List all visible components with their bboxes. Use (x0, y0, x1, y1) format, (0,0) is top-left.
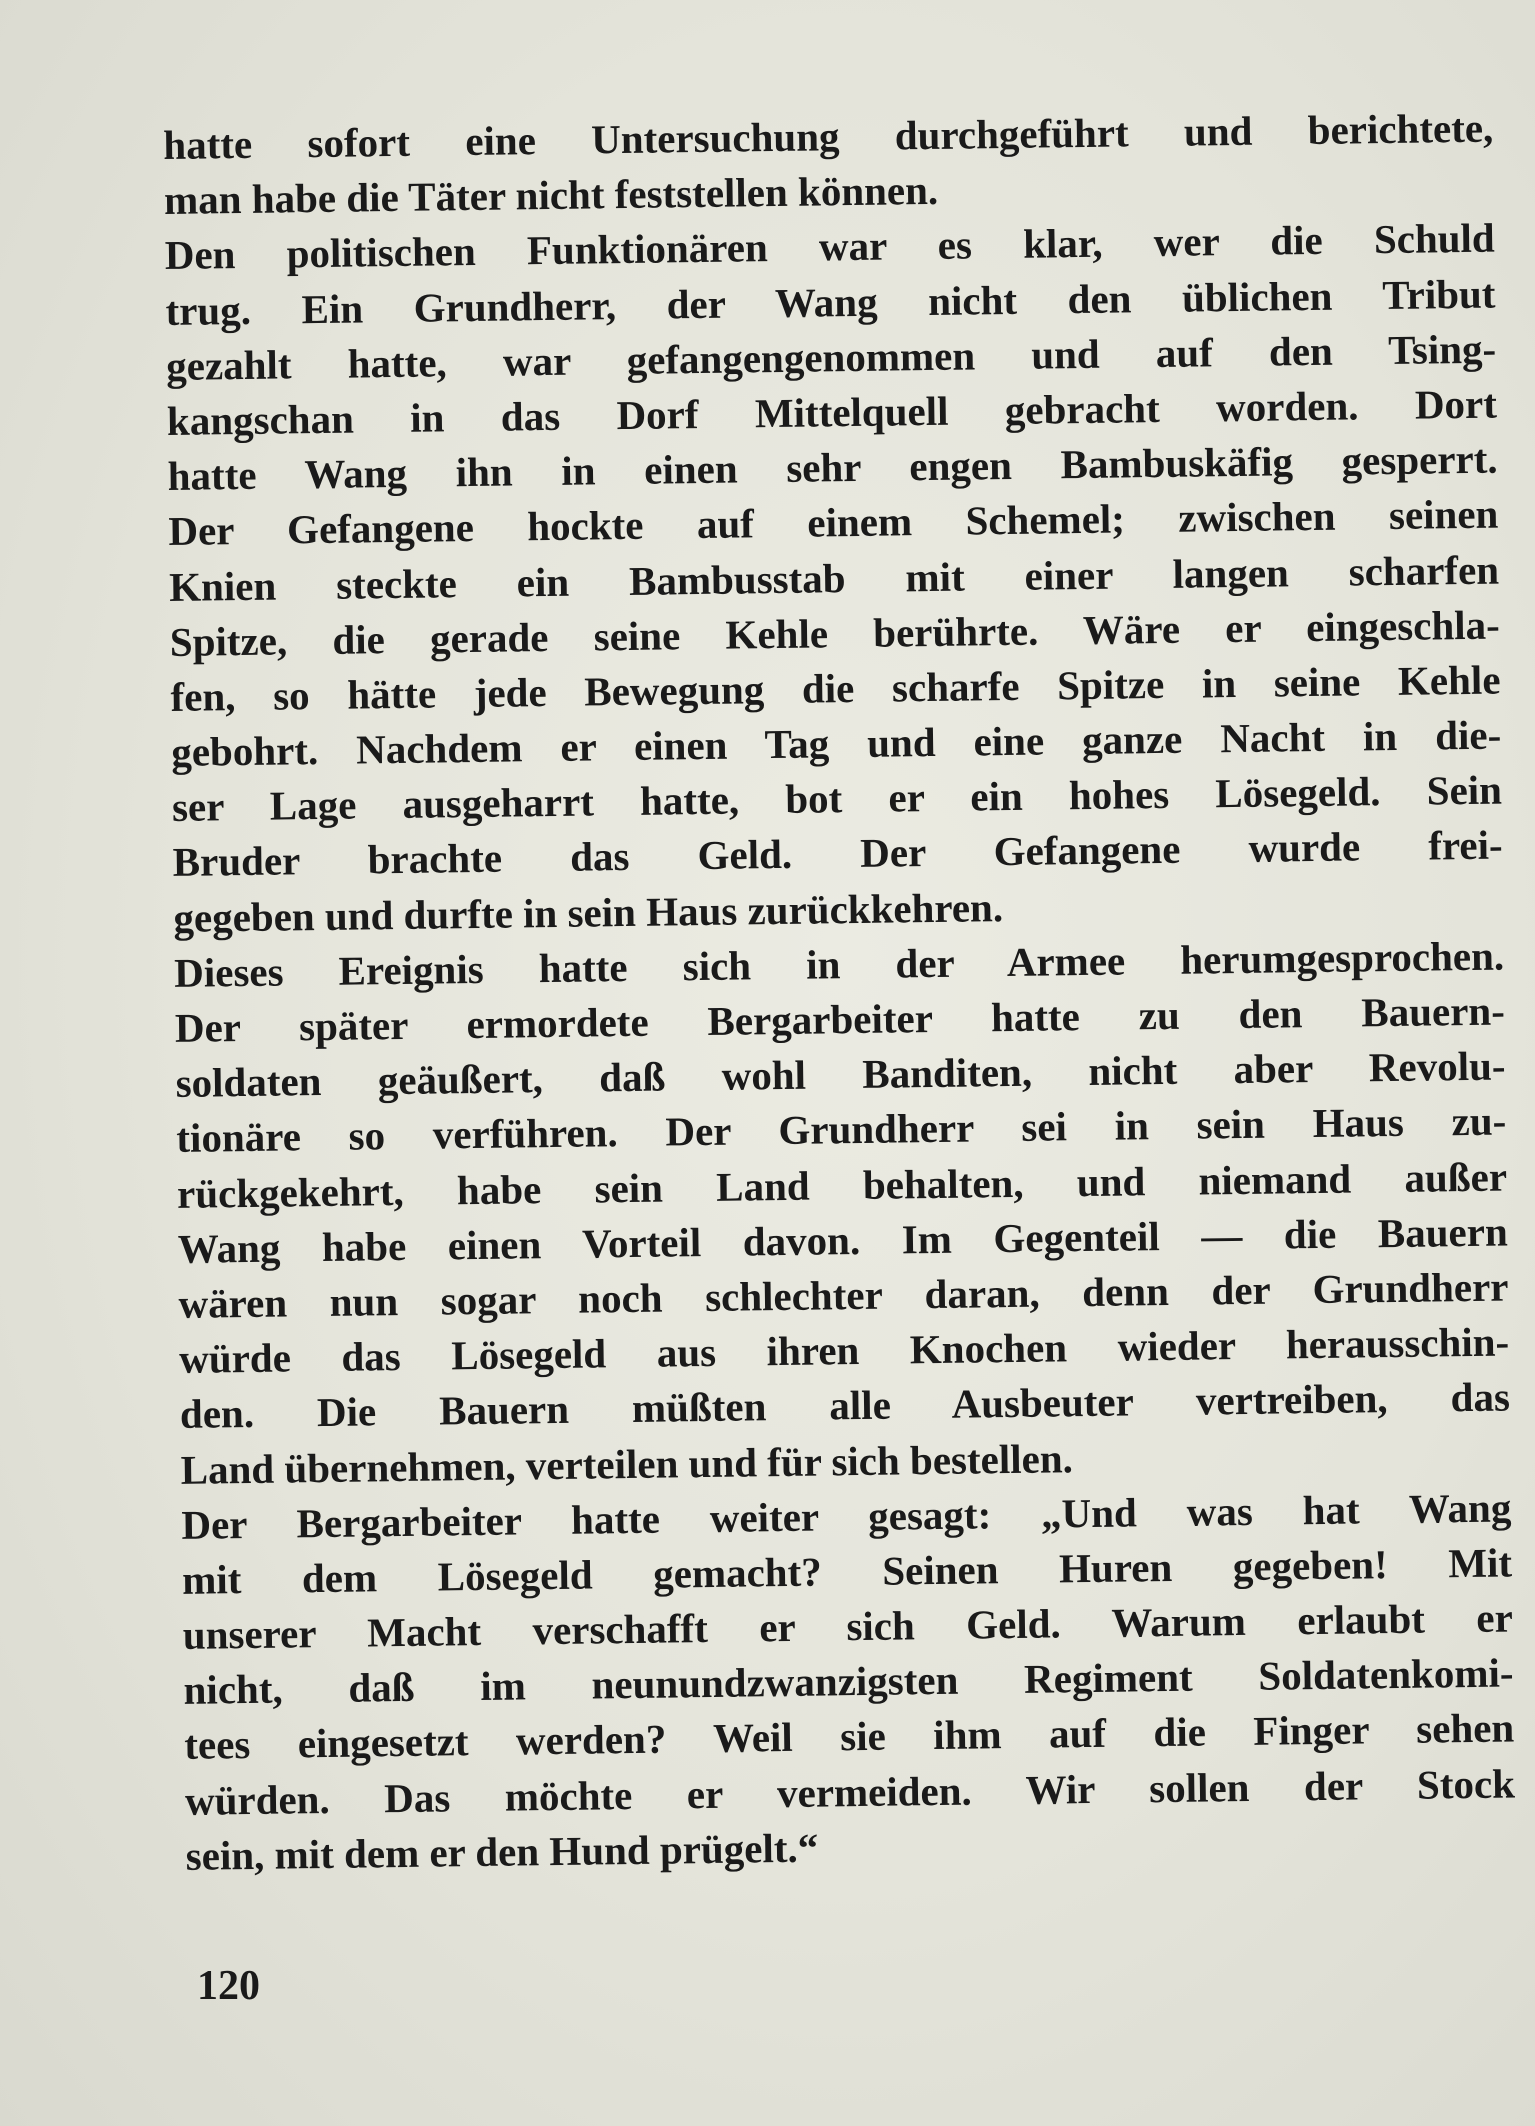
text-line: soldaten geäußert, daß wohl Banditen, nicht aber Revolu- (175, 1042, 1506, 1107)
text-line: fen, so hätte jede Bewegung die scharfe Spitze in seine Kehle (170, 656, 1501, 720)
text-line: sein, mit dem er den Hund prügelt.“ (185, 1824, 819, 1879)
text-line: gegeben und durfte in sein Haus zurückkehren. (173, 883, 1004, 941)
text-line: kangschan in das Dorf Mittelquell gebracht worden. Dort (166, 380, 1498, 444)
text-line: rückgekehrt, habe sein Land behalten, und niemand außer (176, 1153, 1508, 1217)
body-text (163, 101, 1516, 1884)
text-line: Knien steckte ein Bambusstab mit einer langen scharfen (168, 546, 1500, 610)
text-line: Spitze, die gerade seine Kehle berührte. Wäre er eingeschla- (169, 601, 1501, 665)
text-line: würde das Lösegeld aus ihren Knochen wieder herausschin- (178, 1318, 1510, 1383)
text-line: Der später ermordete Bergarbeiter hatte zu den Bauern- (174, 987, 1506, 1051)
text-line: trug. Ein Grundherr, der Wang nicht den üblichen Tribut (165, 270, 1496, 334)
text-line: man habe die Täter nicht feststellen können. (163, 167, 939, 224)
text-line: Der Gefangene hockte auf einem Schemel; zwischen seinen (168, 490, 1499, 555)
text-line: Wang habe einen Vorteil davon. Im Gegenteil — die Bauern (177, 1208, 1508, 1272)
text-line: mit dem Lösegeld gemacht? Seinen Huren gegeben! Mit (181, 1539, 1513, 1603)
text-line: Der Bergarbeiter hatte weiter gesagt: „Und was hat Wang (181, 1484, 1512, 1548)
text-line: Bruder brachte das Geld. Der Gefangene wurde frei- (172, 821, 1503, 886)
page-number: 120 (197, 1963, 260, 2009)
text-line: hatte Wang ihn in einen sehr engen Bambuskäfig gesperrt. (167, 435, 1498, 500)
text-line: Den politischen Funktionären war es klar, wer die Schuld (164, 214, 1495, 279)
text-line: ser Lage ausgeharrt hatte, bot er ein hohes Lösegeld. Sein (171, 766, 1503, 831)
text-line: gezahlt hatte, war gefangengenommen und auf den Tsing- (165, 325, 1497, 389)
text-line: unserer Macht verschafft er sich Geld. Warum erlaubt er (182, 1594, 1514, 1658)
text-line: hatte sofort eine Untersuchung durchgeführt und berichtete, (163, 104, 1494, 168)
text-line: gebohrt. Nachdem er einen Tag und eine ganze Nacht in die- (170, 711, 1502, 776)
text-line: nicht, daß im neunundzwanzigsten Regiment Soldatenkomi- (183, 1649, 1514, 1714)
text-line: tees eingesetzt werden? Weil sie ihm auf die Finger sehen (184, 1704, 1515, 1769)
text-line: wären nun sogar noch schlechter daran, denn der Grundherr (178, 1263, 1509, 1327)
text-line: Dieses Ereignis hatte sich in der Armee herumgesprochen. (173, 932, 1505, 996)
text-line: den. Die Bauern müßten alle Ausbeuter vertreiben, das (179, 1373, 1511, 1438)
text-line: würden. Das möchte er vermeiden. Wir sollen der Stock (184, 1760, 1516, 1824)
text-line: Land übernehmen, verteilen und für sich bestellen. (180, 1434, 1074, 1493)
text-line: tionäre so verführen. Der Grundherr sei in sein Haus zu- (176, 1097, 1507, 1162)
